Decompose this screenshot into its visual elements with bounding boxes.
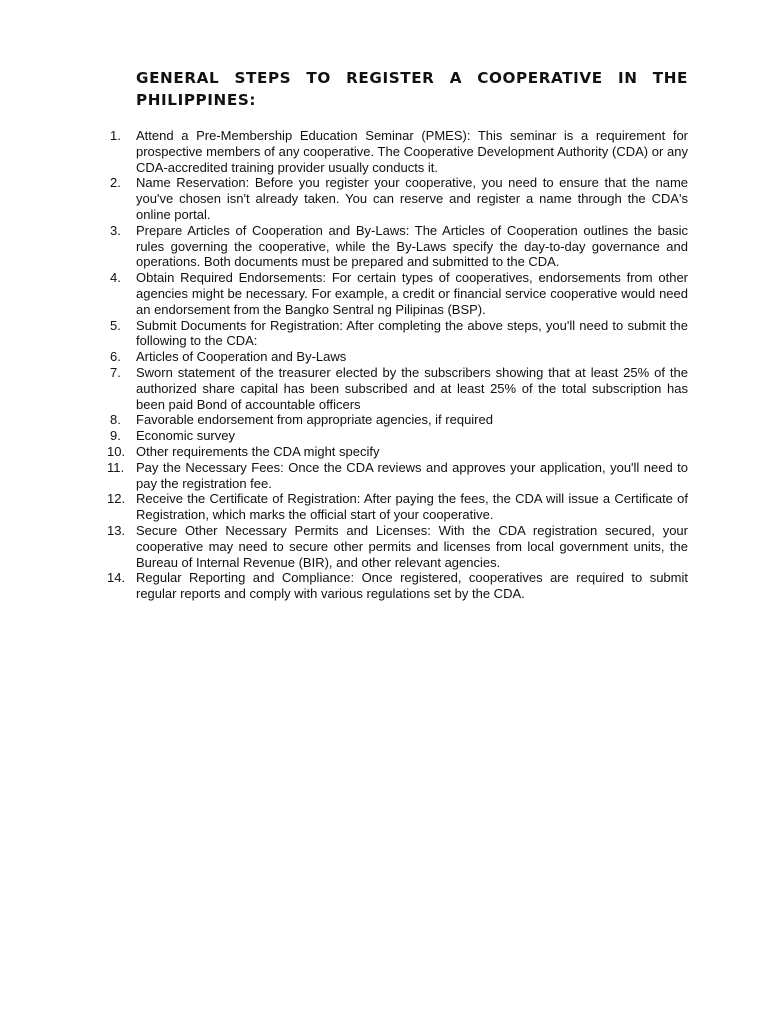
- list-item-number: 3.: [110, 222, 121, 238]
- list-item-number: 2.: [110, 175, 121, 191]
- list-item: [107, 491, 688, 523]
- list-item: [107, 443, 688, 460]
- list-item-number: 5.: [110, 317, 121, 333]
- list-item-text: Attend a Pre-Membership Education Seminar (PMES): This seminar is a requirement for prospective members of any cooperative. The Cooperative Development Authority (CDA) or any CDA-accredited training provider usually conducts it.: [136, 128, 688, 175]
- steps-list: [107, 128, 688, 602]
- list-item-text: Prepare Articles of Cooperation and By-Laws: The Articles of Cooperation outlines the basic rules governing the cooperative, while the By-Laws specify the day-to-day governance and operations. Both documents must be prepared and submitted to the CDA.: [136, 222, 688, 270]
- list-item-number: 4.: [110, 270, 121, 286]
- list-item-number: 7.: [110, 364, 121, 380]
- list-item-number: 12.: [107, 491, 126, 507]
- list-item: [110, 318, 688, 350]
- list-item: [107, 459, 688, 492]
- list-item-number: 9.: [110, 428, 121, 444]
- list-item-text: Secure Other Necessary Permits and Licenses: With the CDA registration secured, your cooperative may need to secure other permits and licenses from local government units, the Bureau of Internal Revenue (BIR), and other relevant agencies.: [136, 522, 688, 570]
- list-item-text: Regular Reporting and Compliance: Once registered, cooperatives are required to submit regular reports and comply with various regulations set by the CDA.: [136, 570, 688, 602]
- list-item: [110, 175, 688, 222]
- list-item-text: Other requirements the CDA might specify: [136, 443, 380, 459]
- list-item-text: Obtain Required Endorsements: For certain types of cooperatives, endorsements from other agencies might be necessary. For example, a credit or financial service cooperative would need an endorsement from the Bangko Sentral ng Pilipinas (BSP).: [136, 270, 688, 317]
- list-item-number: 8.: [110, 412, 121, 428]
- list-item-number: 10.: [107, 443, 126, 459]
- list-item: [110, 428, 688, 444]
- document-title: GENERAL STEPS TO REGISTER A COOPERATIVE IN THE PHILIPPINES:: [136, 69, 688, 109]
- list-item: [110, 365, 688, 412]
- list-item: [107, 570, 688, 602]
- list-item: [110, 128, 688, 175]
- list-item: [110, 349, 688, 365]
- list-item-text: Receive the Certificate of Registration: After paying the fees, the CDA will issue a Certificate of Registration, which marks the official start of your cooperative.: [136, 491, 688, 523]
- list-item-text: Name Reservation: Before you register your cooperative, you need to ensure that the name you've chosen isn't already taken. You can reserve and register a name through the CDA's online portal.: [136, 175, 688, 222]
- list-item-text: Economic survey: [136, 428, 235, 444]
- list-item: [110, 223, 688, 270]
- list-item-number: 1.: [110, 128, 121, 143]
- list-item-text: Submit Documents for Registration: After completing the above steps, you'll need to submit the following to the CDA:: [136, 317, 688, 349]
- list-item-text: Favorable endorsement from appropriate agencies, if required: [136, 412, 493, 428]
- list-item-number: 14.: [107, 570, 126, 586]
- list-item: [110, 270, 688, 317]
- list-item-text: Pay the Necessary Fees: Once the CDA reviews and approves your application, you'll need to pay the registration fee.: [136, 459, 688, 491]
- list-item-number: 13.: [107, 522, 126, 538]
- list-item: [110, 412, 688, 428]
- list-item-number: 6.: [110, 349, 121, 365]
- list-item-number: 11.: [107, 459, 125, 475]
- list-item: [107, 522, 688, 570]
- list-item-text: Articles of Cooperation and By-Laws: [136, 349, 347, 365]
- list-item-text: Sworn statement of the treasurer elected by the subscribers showing that at least 25% of the authorized share capital has been subscribed and at least 25% of the total subscription has been paid Bond of accountable officers: [136, 364, 688, 412]
